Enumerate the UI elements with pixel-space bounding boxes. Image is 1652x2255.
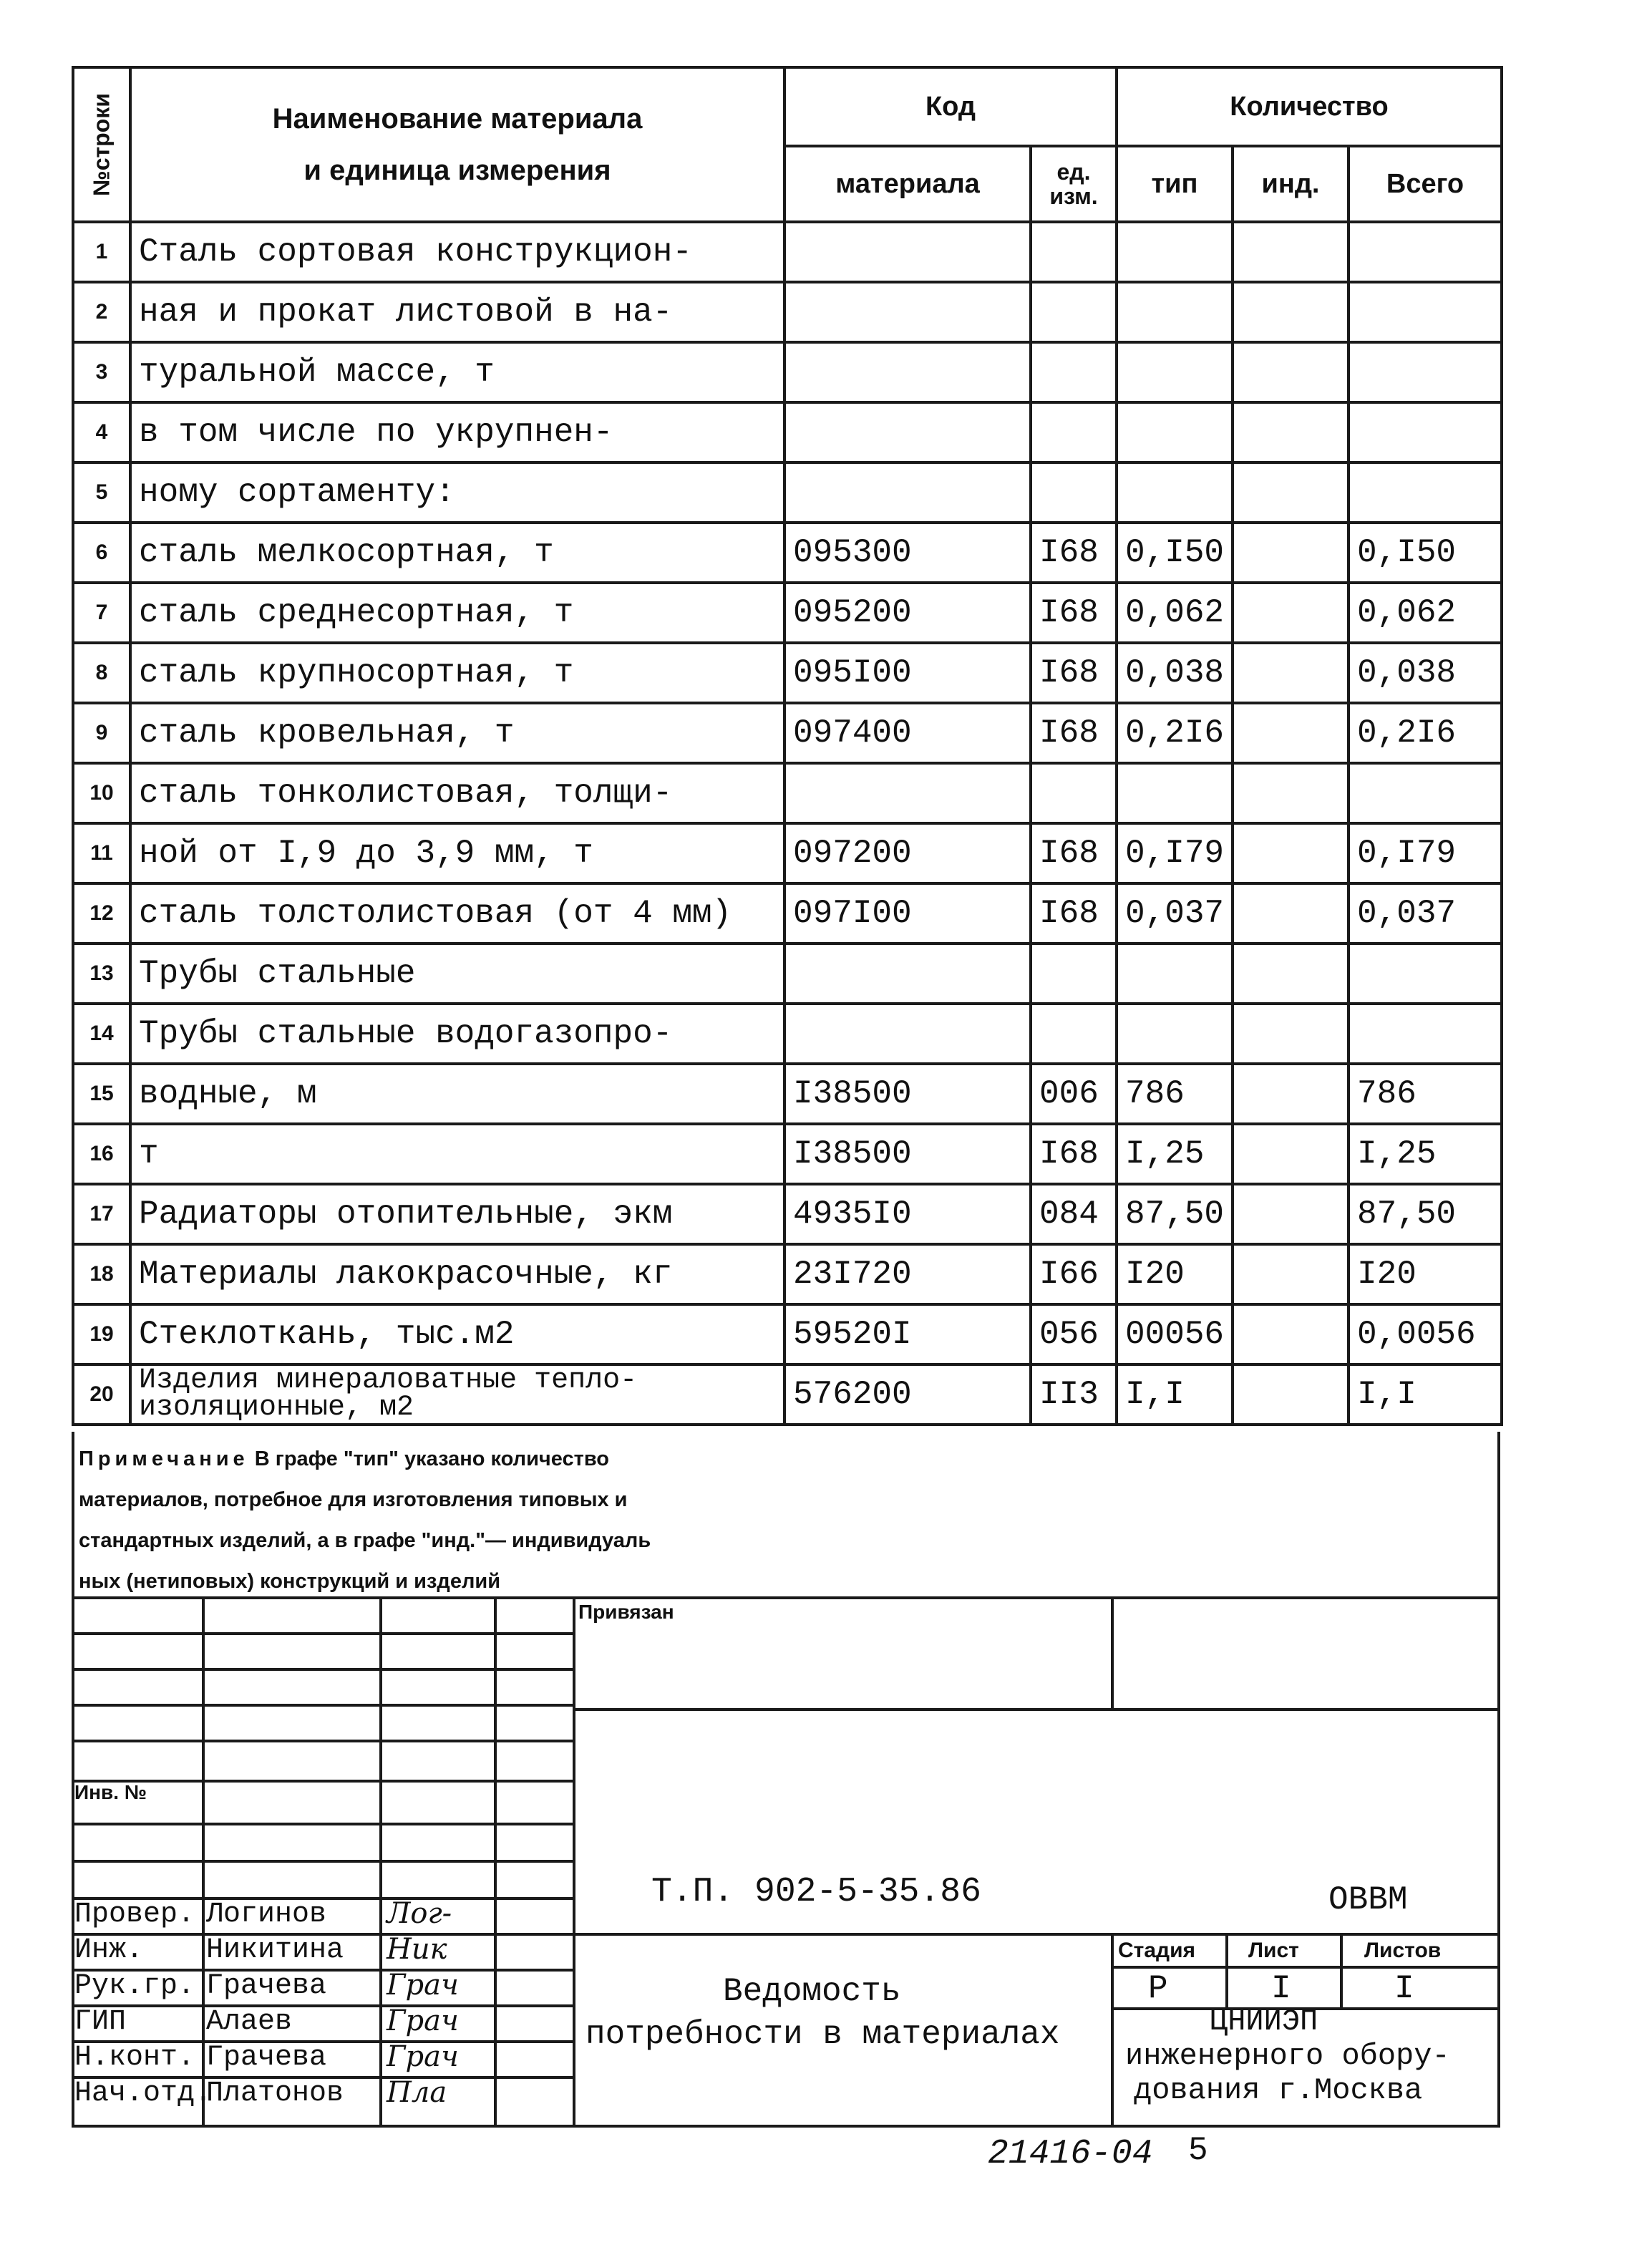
table-row: [73, 1124, 1502, 1184]
table-row: [73, 1184, 1502, 1244]
material-code-cell: 095200: [784, 583, 1031, 643]
table-row: [73, 282, 1502, 342]
privyazan-label: Привязан: [578, 1601, 674, 1623]
row-number-cell: 19: [73, 1304, 130, 1364]
ind-qty-cell: [1233, 944, 1349, 1004]
grid-row-2: [72, 1668, 573, 1671]
stage-divider: [1111, 1933, 1114, 2126]
total-header: Всего: [1349, 146, 1502, 222]
material-code-header: материала: [784, 146, 1031, 222]
total-qty-cell: [1349, 944, 1502, 1004]
total-qty-cell: 0,I50: [1349, 523, 1502, 583]
unit-code-cell: I68: [1031, 703, 1117, 763]
table-row: [73, 643, 1502, 703]
material-code-cell: 097200: [784, 823, 1031, 883]
table-row: [73, 583, 1502, 643]
table-row: [73, 342, 1502, 402]
material-name-cell: сталь тонколистовая, толщи-: [130, 763, 784, 823]
type-qty-cell: [1117, 342, 1233, 402]
signer-role: ГИП: [74, 2006, 127, 2038]
unit-code-cell: I68: [1031, 643, 1117, 703]
row-number-cell: 1: [73, 222, 130, 282]
unit-code-cell: [1031, 944, 1117, 1004]
unit-code-cell: 084: [1031, 1184, 1117, 1244]
row-number-header: №строки: [73, 67, 130, 222]
material-code-cell: [784, 282, 1031, 342]
material-code-cell: 097I00: [784, 883, 1031, 944]
stage-col-1: [1225, 1933, 1228, 2007]
code-header: Код: [784, 67, 1117, 146]
stage-header-rule: [1111, 1966, 1500, 1969]
type-qty-cell: 0,037: [1117, 883, 1233, 944]
total-qty-cell: 0,2I6: [1349, 703, 1502, 763]
materials-table: [72, 66, 1503, 1426]
total-qty-cell: [1349, 1004, 1502, 1064]
signer-name: Грачева: [206, 2042, 327, 2074]
grid-row-11: [72, 2004, 573, 2007]
total-qty-cell: 0,0056: [1349, 1304, 1502, 1364]
archive-number: 21416-04: [988, 2135, 1153, 2173]
note: [79, 1439, 938, 1602]
table-row: [73, 1064, 1502, 1124]
ind-qty-cell: [1233, 1064, 1349, 1124]
unit-code-cell: I66: [1031, 1244, 1117, 1304]
signer-role: Инж.: [74, 1934, 144, 1967]
stamp-mid-rule: [573, 1933, 1500, 1936]
type-qty-cell: 786: [1117, 1064, 1233, 1124]
privyazan-bottom-rule: [573, 1708, 1500, 1711]
material-name-cell: Стеклоткань, тыс.м2: [130, 1304, 784, 1364]
row-number-cell: 8: [73, 643, 130, 703]
material-name-cell: ная и прокат листовой в на-: [130, 282, 784, 342]
row-number-cell: 7: [73, 583, 130, 643]
signer-name: Алаев: [206, 2006, 293, 2038]
signature-icon: Грач: [387, 1969, 459, 2002]
total-qty-cell: I,25: [1349, 1124, 1502, 1184]
material-name-cell: туральной массе, т: [130, 342, 784, 402]
stage-value: Р: [1148, 1970, 1168, 2007]
type-qty-cell: I20: [1117, 1244, 1233, 1304]
total-qty-cell: [1349, 763, 1502, 823]
row-number-cell: 9: [73, 703, 130, 763]
org-line-1: ЦНИИЭП: [1210, 2004, 1318, 2039]
ind-qty-cell: [1233, 1244, 1349, 1304]
unit-code-cell: II3: [1031, 1364, 1117, 1425]
type-qty-cell: I,25: [1117, 1124, 1233, 1184]
row-number-cell: 10: [73, 763, 130, 823]
ind-qty-cell: [1233, 763, 1349, 823]
type-qty-cell: [1117, 763, 1233, 823]
ind-qty-cell: [1233, 1004, 1349, 1064]
type-qty-cell: [1117, 402, 1233, 462]
grid-row-7: [72, 1860, 573, 1863]
table-row: [73, 222, 1502, 282]
material-name-cell: сталь толстолистовая (от 4 мм): [130, 883, 784, 944]
total-qty-cell: 0,I79: [1349, 823, 1502, 883]
grid-row-6: [72, 1823, 573, 1825]
org-line-2: инженерного обору-: [1125, 2039, 1450, 2073]
row-number-cell: 5: [73, 462, 130, 523]
material-name-cell: Материалы лакокрасочные, кг: [130, 1244, 784, 1304]
note-lead: Примечание: [79, 1447, 249, 1470]
material-code-cell: 4935I0: [784, 1184, 1031, 1244]
frame-bottom: [72, 2125, 1500, 2128]
row-number-cell: 2: [73, 282, 130, 342]
table-row: [73, 1304, 1502, 1364]
unit-code-cell: [1031, 763, 1117, 823]
table-row: [73, 1004, 1502, 1064]
ind-qty-cell: [1233, 823, 1349, 883]
material-code-cell: 095I00: [784, 643, 1031, 703]
unit-code-cell: 006: [1031, 1064, 1117, 1124]
row-number-cell: 11: [73, 823, 130, 883]
row-number-cell: 13: [73, 944, 130, 1004]
table-row: [73, 823, 1502, 883]
material-name-cell: Трубы стальные водогазопро-: [130, 1004, 784, 1064]
signer-name: Логинов: [206, 1898, 327, 1931]
signer-role: Рук.гр.: [74, 1970, 195, 2002]
material-name-cell: т: [130, 1124, 784, 1184]
stamp-left-divider: [573, 1596, 575, 2126]
unit-code-cell: [1031, 282, 1117, 342]
ind-qty-cell: [1233, 583, 1349, 643]
sheets-label: Листов: [1364, 1939, 1442, 1962]
signature-icon: Ник: [387, 1933, 447, 1966]
unit-code-cell: I68: [1031, 823, 1117, 883]
table-body: [73, 222, 1502, 1425]
grid-row-3: [72, 1704, 573, 1707]
total-qty-cell: 0,062: [1349, 583, 1502, 643]
material-code-cell: 095300: [784, 523, 1031, 583]
material-code-cell: [784, 342, 1031, 402]
row-number-cell: 4: [73, 402, 130, 462]
material-code-cell: 576200: [784, 1364, 1031, 1425]
unit-code-cell: I68: [1031, 583, 1117, 643]
sheet-label: Лист: [1248, 1939, 1299, 1962]
row-number-cell: 14: [73, 1004, 130, 1064]
material-code-cell: [784, 462, 1031, 523]
org-line-3: дования г.Москва: [1134, 2073, 1423, 2108]
table-row: [73, 883, 1502, 944]
total-qty-cell: 0,038: [1349, 643, 1502, 703]
ind-qty-cell: [1233, 703, 1349, 763]
unit-code-cell: [1031, 1004, 1117, 1064]
row-number-cell: 3: [73, 342, 130, 402]
doc-code: Т.П. 902-5-35.86: [651, 1873, 981, 1911]
note-line-4: ных (нетиповых) конструкций и изделий: [79, 1570, 501, 1593]
note-line-1: В графе "тип" указано количество: [254, 1447, 609, 1470]
ind-qty-cell: [1233, 282, 1349, 342]
total-qty-cell: I,I: [1349, 1364, 1502, 1425]
material-name-cell: Изделия минераловатные тепло- изоляционные, м2: [130, 1364, 784, 1425]
ind-header: инд.: [1233, 146, 1349, 222]
section-code: ОВВМ: [1328, 1881, 1408, 1919]
table-row: [73, 1364, 1502, 1425]
type-qty-cell: 87,50: [1117, 1184, 1233, 1244]
material-code-cell: 23I720: [784, 1244, 1031, 1304]
material-name-cell: ной от I,9 до 3,9 мм, т: [130, 823, 784, 883]
total-qty-cell: [1349, 402, 1502, 462]
ind-qty-cell: [1233, 643, 1349, 703]
material-name-cell: сталь среднесортная, т: [130, 583, 784, 643]
ind-qty-cell: [1233, 342, 1349, 402]
type-qty-cell: [1117, 944, 1233, 1004]
type-qty-cell: 0,038: [1117, 643, 1233, 703]
title-line-1: Ведомость: [723, 1973, 901, 2010]
quantity-header: Количество: [1117, 67, 1502, 146]
unit-code-cell: I68: [1031, 523, 1117, 583]
type-qty-cell: I,I: [1117, 1364, 1233, 1425]
material-name-cell: сталь кровельная, т: [130, 703, 784, 763]
total-qty-cell: [1349, 282, 1502, 342]
signer-role: Н.конт.: [74, 2042, 195, 2074]
signer-role: Провер.: [74, 1898, 195, 1931]
unit-code-cell: I68: [1031, 883, 1117, 944]
type-qty-cell: 00056: [1117, 1304, 1233, 1364]
total-qty-cell: 0,037: [1349, 883, 1502, 944]
table-row: [73, 763, 1502, 823]
unit-code-cell: [1031, 222, 1117, 282]
type-qty-cell: 0,062: [1117, 583, 1233, 643]
material-code-cell: [784, 402, 1031, 462]
total-qty-cell: 786: [1349, 1064, 1502, 1124]
signer-name: Грачева: [206, 1970, 327, 2002]
ind-qty-cell: [1233, 1184, 1349, 1244]
material-code-cell: I38500: [784, 1064, 1031, 1124]
total-qty-cell: [1349, 342, 1502, 402]
row-number-cell: 12: [73, 883, 130, 944]
total-qty-cell: [1349, 462, 1502, 523]
unit-code-cell: 056: [1031, 1304, 1117, 1364]
grid-row-4: [72, 1740, 573, 1742]
total-qty-cell: 87,50: [1349, 1184, 1502, 1244]
material-name-cell: сталь мелкосортная, т: [130, 523, 784, 583]
ind-qty-cell: [1233, 1124, 1349, 1184]
type-qty-cell: 0,2I6: [1117, 703, 1233, 763]
material-code-cell: [784, 944, 1031, 1004]
frame-right: [1497, 1432, 1500, 2128]
material-code-cell: 097400: [784, 703, 1031, 763]
title-line-2: потребности в материалах: [586, 2016, 1060, 2053]
type-qty-cell: [1117, 1004, 1233, 1064]
unit-code-cell: I68: [1031, 1124, 1117, 1184]
material-code-cell: [784, 1004, 1031, 1064]
type-qty-cell: 0,I50: [1117, 523, 1233, 583]
ind-qty-cell: [1233, 523, 1349, 583]
row-number-cell: 16: [73, 1124, 130, 1184]
note-line-2: материалов, потребное для изготовления типовых и: [79, 1488, 628, 1511]
type-qty-cell: [1117, 222, 1233, 282]
material-name-cell: Трубы стальные: [130, 944, 784, 1004]
material-name-cell: сталь крупносортная, т: [130, 643, 784, 703]
material-code-cell: [784, 763, 1031, 823]
table-row: [73, 1244, 1502, 1304]
row-number-cell: 20: [73, 1364, 130, 1425]
row-number-cell: 6: [73, 523, 130, 583]
row-number-cell: 15: [73, 1064, 130, 1124]
ind-qty-cell: [1233, 402, 1349, 462]
total-qty-cell: I20: [1349, 1244, 1502, 1304]
page-number: 5: [1188, 2132, 1208, 2169]
ind-qty-cell: [1233, 1364, 1349, 1425]
sheets-value: I: [1394, 1970, 1414, 2007]
signer-name: Платонов: [206, 2077, 344, 2110]
table-row: [73, 523, 1502, 583]
ind-qty-cell: [1233, 462, 1349, 523]
type-qty-cell: 0,I79: [1117, 823, 1233, 883]
table-row: [73, 402, 1502, 462]
material-code-cell: 59520I: [784, 1304, 1031, 1364]
table-row: [73, 944, 1502, 1004]
note-line-3: стандартных изделий, а в графе "инд."— индивидуаль: [79, 1529, 651, 1552]
material-code-cell: I38500: [784, 1124, 1031, 1184]
privyazan-divider: [1111, 1596, 1114, 1711]
signature-icon: Лог-: [387, 1897, 452, 1930]
stage-col-2: [1340, 1933, 1343, 2007]
material-code-cell: [784, 222, 1031, 282]
unit-header: ед. изм.: [1031, 146, 1117, 222]
stage-label: Стадия: [1118, 1939, 1196, 1962]
signature-icon: Пла: [387, 2076, 447, 2109]
total-qty-cell: [1349, 222, 1502, 282]
sheet-value: I: [1271, 1970, 1291, 2007]
signer-role: Нач.отд.: [74, 2077, 213, 2110]
type-header: тип: [1117, 146, 1233, 222]
inv-label: Инв. №: [74, 1781, 147, 1803]
signature-icon: Грач: [387, 2004, 459, 2037]
unit-code-cell: [1031, 402, 1117, 462]
material-name-cell: водные, м: [130, 1064, 784, 1124]
type-qty-cell: [1117, 462, 1233, 523]
material-name-cell: Сталь сортовая конструкцион-: [130, 222, 784, 282]
table-row: [73, 703, 1502, 763]
unit-code-cell: [1031, 342, 1117, 402]
material-name-cell: ному сортаменту:: [130, 462, 784, 523]
ind-qty-cell: [1233, 222, 1349, 282]
ind-qty-cell: [1233, 883, 1349, 944]
signer-name: Никитина: [206, 1934, 344, 1967]
stamp-top-rule: [72, 1596, 1500, 1599]
material-name-cell: Радиаторы отопительные, экм: [130, 1184, 784, 1244]
grid-row-1: [72, 1632, 573, 1635]
signature-icon: Грач: [387, 2040, 459, 2073]
row-number-cell: 18: [73, 1244, 130, 1304]
name-header: Наименование материала и единица измерения: [130, 67, 784, 222]
ind-qty-cell: [1233, 1304, 1349, 1364]
material-name-cell: в том числе по укрупнен-: [130, 402, 784, 462]
type-qty-cell: [1117, 282, 1233, 342]
table-row: [73, 462, 1502, 523]
unit-code-cell: [1031, 462, 1117, 523]
row-number-cell: 17: [73, 1184, 130, 1244]
